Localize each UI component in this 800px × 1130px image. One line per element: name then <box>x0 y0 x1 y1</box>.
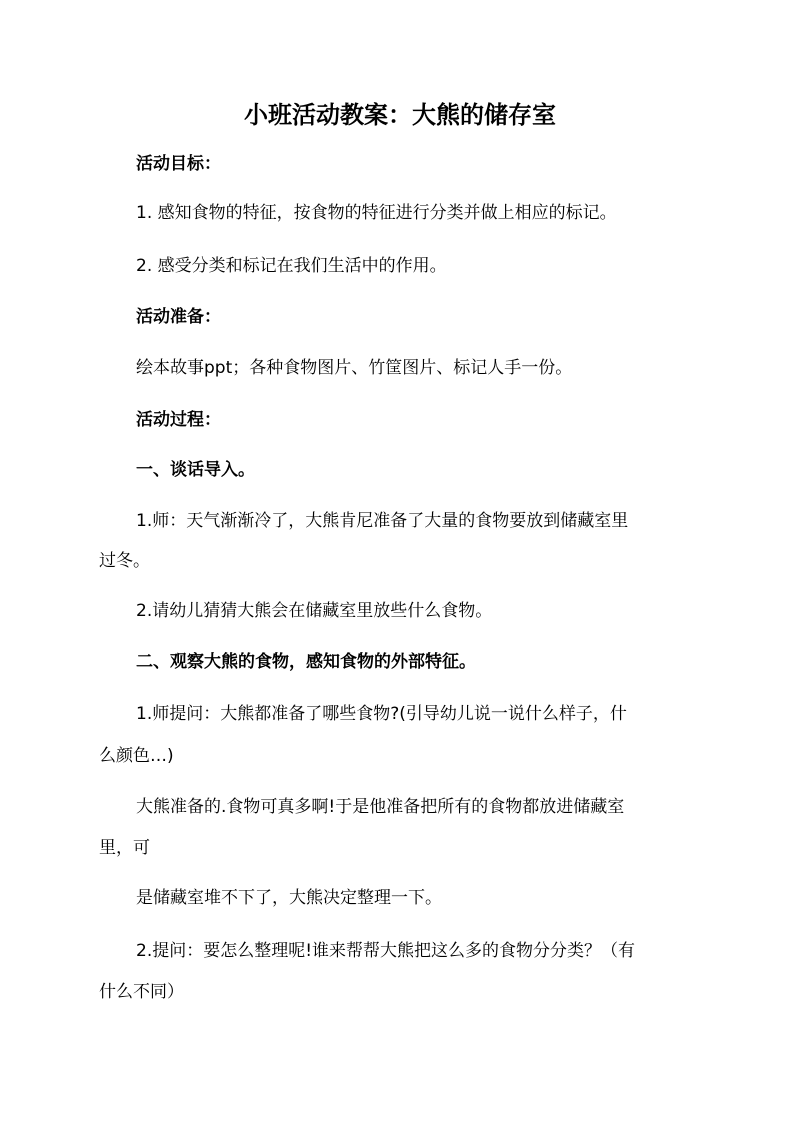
section-2-heading: 二、观察大熊的食物，感知食物的外部特征。 <box>136 652 476 672</box>
section-2-item-2-line-2: 什么不同） <box>99 982 184 1002</box>
section-2-item-1-line-2: 么颜色…) <box>99 746 174 766</box>
section-2-item-1-line-1: 1.师提问：大熊都准备了哪些食物?(引导幼儿说一说什么样子，什 <box>136 704 627 724</box>
section-1-item-1-line-2: 过冬。 <box>99 551 150 571</box>
section-2-paragraph-line-2: 里，可 <box>99 838 150 858</box>
goals-heading: 活动目标： <box>136 154 221 174</box>
prep-text: 绘本故事ppt；各种食物图片、竹筐图片、标记人手一份。 <box>136 358 573 378</box>
goal-item-1: 1. 感知食物的特征，按食物的特征进行分类并做上相应的标记。 <box>136 203 617 223</box>
section-2-item-2-line-1: 2.提问：要怎么整理呢!谁来帮帮大熊把这么多的食物分分类？（有 <box>136 941 636 961</box>
process-heading: 活动过程： <box>136 410 221 430</box>
prep-heading: 活动准备： <box>136 307 221 327</box>
section-2-paragraph-2: 是储藏室堆不下了，大熊决定整理一下。 <box>136 888 442 908</box>
section-1-item-1-line-1: 1.师：天气渐渐冷了，大熊肯尼准备了大量的食物要放到储藏室里 <box>136 511 629 531</box>
section-1-item-2: 2.请幼儿猜猜大熊会在储藏室里放些什么食物。 <box>136 601 493 621</box>
section-2-paragraph-line-1: 大熊准备的.食物可真多啊!于是他准备把所有的食物都放进储藏室 <box>136 797 625 817</box>
goal-item-2: 2. 感受分类和标记在我们生活中的作用。 <box>136 256 447 276</box>
document-title: 小班活动教案：大熊的储存室 <box>244 101 556 129</box>
section-1-heading: 一、谈话导入。 <box>136 460 255 480</box>
